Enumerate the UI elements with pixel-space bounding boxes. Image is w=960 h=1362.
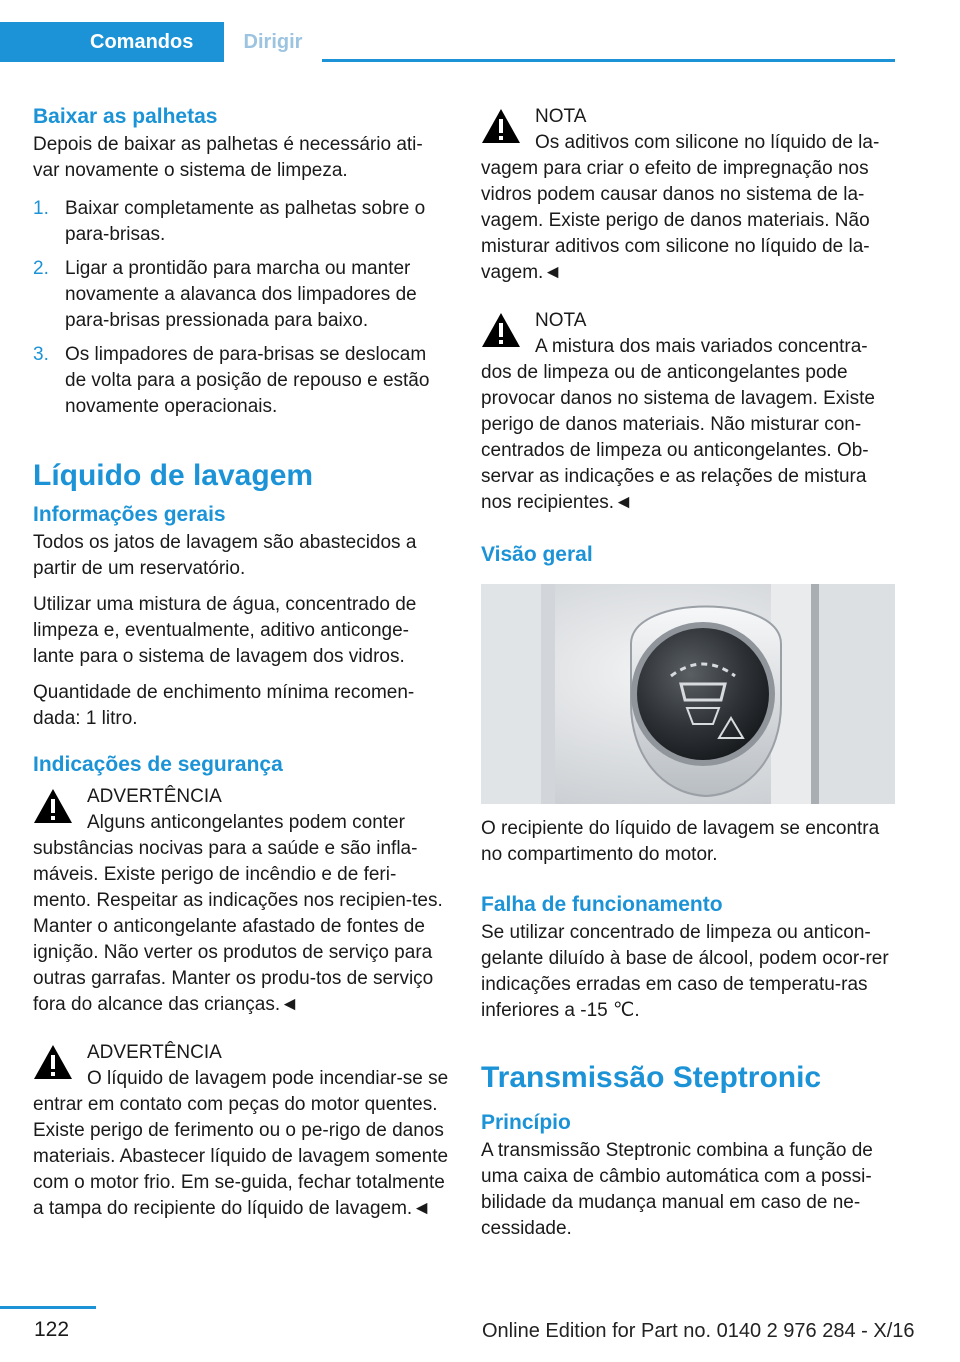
chapter-tab-bar (0, 22, 895, 62)
tab-dirigir[interactable]: Dirigir (224, 22, 322, 62)
step-text: Ligar a prontidão para marcha ou manter novamente a alavanca dos limpadores de para-brisas pressionada para baixo. (65, 258, 417, 331)
warning-text (33, 1066, 449, 1222)
warning-text-content: Alguns anticongelantes podem conter substâncias nocivas para a saúde e são infla-máveis. Existe perigo de incêndio e de feri-mento. Respeitar as indicações nos recipien-tes. Manter o anticongelante afastado de fontes de ignição. Não verter os produtos de serviço para outras garrafas. Manter os produ-tos de serviço fora do alcance das crianças.◄ (33, 812, 443, 1015)
malfunction-heading: Falha de funcionamento (481, 893, 723, 916)
lower-blades-text: Depois de baixar as palhetas é necessário ati-var novamente o sistema de limpeza. (33, 134, 423, 181)
principle-heading: Princípio (481, 1111, 571, 1134)
note-text (481, 130, 897, 286)
reservoir-cap-illustration (481, 584, 895, 804)
overview-heading: Visão geral (481, 543, 593, 566)
note-block-2 (481, 308, 897, 516)
warning-triangle-icon (33, 788, 73, 824)
lower-blades-heading: Baixar as palhetas (33, 105, 218, 128)
warning-triangle-icon (481, 108, 521, 144)
step-number: 3. (33, 344, 49, 365)
warning-triangle-icon (33, 1044, 73, 1080)
malfunction-text: Se utilizar concentrado de limpeza ou anticon-gelante diluído à base de álcool, podem ocor-rer indicações erradas em caso de temperatu-ras inferiores a -15 ℃. (481, 922, 889, 1021)
left-column (33, 104, 449, 1222)
steps-list (33, 196, 449, 420)
general-paragraph-2: Utilizar uma mistura de água, concentrado de limpeza e, eventualmente, aditivo anticonge-lante para o sistema de lavagem dos vidros. (33, 594, 417, 667)
list-item (33, 256, 449, 334)
note-block-1 (481, 104, 897, 286)
page-number: 122 (34, 1318, 70, 1341)
step-text: Baixar completamente as palhetas sobre o para-brisas. (65, 198, 426, 245)
step-number: 1. (33, 198, 49, 219)
principle-text: A transmissão Steptronic combina a função de uma caixa de câmbio automática com a possi-bilidade da mudança manual em caso de ne-cessidade. (481, 1140, 873, 1239)
warning-block-2 (33, 1040, 449, 1222)
warning-triangle-icon (481, 312, 521, 348)
general-info-heading: Informações gerais (33, 503, 226, 526)
warning-title: ADVERTÊNCIA (87, 786, 222, 807)
step-number: 2. (33, 258, 49, 279)
list-item (33, 342, 449, 420)
washer-reservoir-cap-photo (481, 584, 895, 804)
step-text: Os limpadores de para-brisas se deslocam de volta para a posição de repouso e estão novamente operacionais. (65, 344, 430, 417)
photo-caption: O recipiente do líquido de lavagem se encontra no compartimento do motor. (481, 818, 880, 865)
warning-text-content: O líquido de lavagem pode incendiar-se se entrar em contato com peças do motor quentes. Existe perigo de ferimento ou o pe-rigo de danos materiais. Abastecer líquido de lavagem somente com o motor frio. Em se-guida, fechar totalmente a tampa do recipiente do líquido de lavagem.◄ (33, 1068, 449, 1219)
warning-block-1 (33, 784, 449, 1018)
note-text (481, 334, 897, 516)
note-text-content: Os aditivos com silicone no líquido de la-vagem para criar o efeito de impregnação nos vidros podem causar danos no sistema de la-vagem. Existe perigo de danos materiais. Não misturar aditivos com silicone no líquido de la-vagem.◄ (481, 132, 880, 283)
list-item (33, 196, 449, 248)
steptronic-section-title: Transmissão Steptronic (481, 1061, 822, 1094)
note-title: NOTA (535, 106, 587, 127)
right-column (481, 104, 897, 1242)
note-title: NOTA (535, 310, 587, 331)
footer-rule (0, 1306, 96, 1309)
tab-comandos[interactable]: Comandos (0, 22, 224, 62)
washer-fluid-section-title: Líquido de lavagem (33, 459, 314, 492)
safety-heading: Indicações de segurança (33, 753, 283, 776)
note-text-content: A mistura dos mais variados concentra-dos de limpeza ou de anticongelantes pode provocar danos no sistema de lavagem. Existe perigo de danos materiais. Não misturar con-centrados de limpeza ou anticongelantes. Ob-servar as indicações e as relações de mistura nos recipientes.◄ (481, 336, 875, 513)
warning-text (33, 810, 449, 1018)
general-paragraph-3: Quantidade de enchimento mínima recomen-dada: 1 litro. (33, 682, 415, 729)
general-paragraph-1: Todos os jatos de lavagem são abastecidos a partir de um reservatório. (33, 532, 417, 579)
edition-note: Online Edition for Part no. 0140 2 976 284 - X/16 (482, 1320, 915, 1342)
warning-title: ADVERTÊNCIA (87, 1042, 222, 1063)
